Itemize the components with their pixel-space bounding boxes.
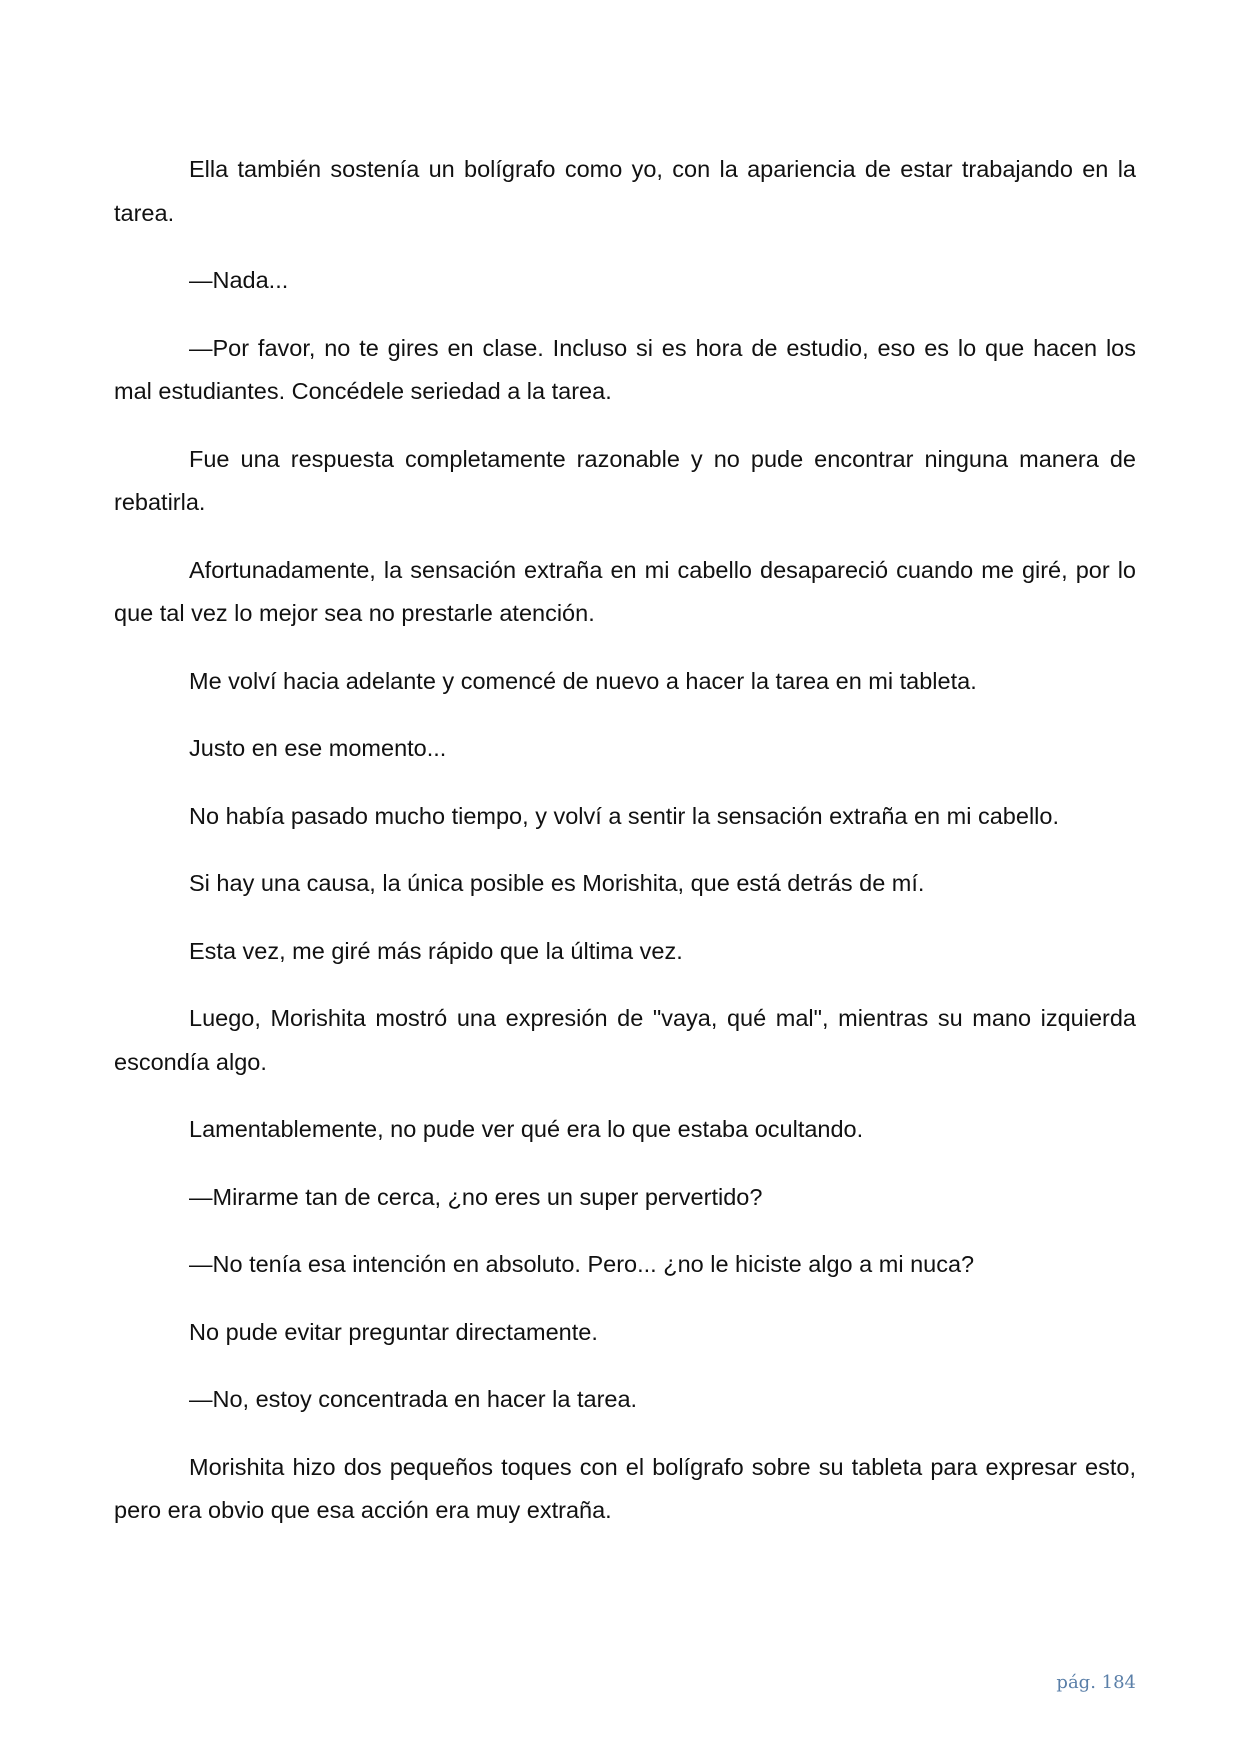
paragraph: —Por favor, no te gires en clase. Incluso si es hora de estudio, eso es lo que hacen los mal estudiantes. Concédele seriedad a la tarea.	[114, 334, 1136, 404]
paragraph: Esta vez, me giré más rápido que la última vez.	[189, 937, 683, 964]
paragraph: Fue una respuesta completamente razonable y no pude encontrar ninguna manera de rebatirla.	[114, 445, 1136, 515]
paragraph: Luego, Morishita mostró una expresión de "vaya, qué mal", mientras su mano izquierda escondía algo.	[114, 1005, 1136, 1075]
paragraph: Justo en ese momento...	[189, 735, 447, 761]
paragraph: —No, estoy concentrada en hacer la tarea.	[189, 1386, 638, 1412]
text-body	[114, 148, 1136, 1557]
paragraph: —Nada...	[189, 267, 289, 293]
paragraph: —No tenía esa intención en absoluto. Pero... ¿no le hiciste algo a mi nuca?	[189, 1251, 975, 1277]
paragraph: —Mirarme tan de cerca, ¿no eres un super pervertido?	[189, 1183, 763, 1210]
paragraph: Morishita hizo dos pequeños toques con el bolígrafo sobre su tableta para expresar esto, pero era obvio que esa acción era muy extraña.	[114, 1453, 1136, 1523]
paragraph: No había pasado mucho tiempo, y volví a sentir la sensación extraña en mi cabello.	[189, 802, 1059, 829]
page-number: pág. 184	[1056, 1672, 1136, 1693]
paragraph: Lamentablemente, no pude ver qué era lo que estaba ocultando.	[189, 1116, 864, 1142]
paragraph: Me volví hacia adelante y comencé de nuevo a hacer la tarea en mi tableta.	[189, 667, 977, 694]
paragraph: Afortunadamente, la sensación extraña en mi cabello desapareció cuando me giré, por lo que tal vez lo mejor sea no prestarle atención.	[114, 556, 1136, 626]
paragraph: Si hay una causa, la única posible es Morishita, que está detrás de mí.	[189, 870, 925, 896]
paragraph: Ella también sostenía un bolígrafo como yo, con la apariencia de estar trabajando en la tarea.	[114, 156, 1136, 226]
paragraph: No pude evitar preguntar directamente.	[189, 1318, 598, 1345]
